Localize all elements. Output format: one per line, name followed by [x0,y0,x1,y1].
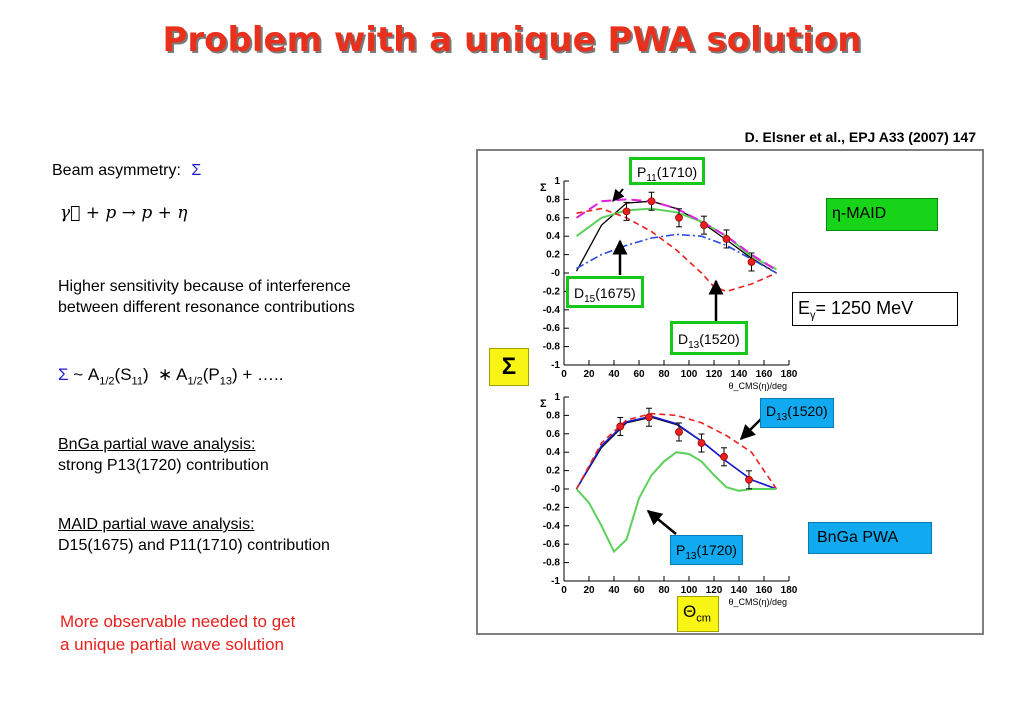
theta-cm-label: $\Theta_{cm}$ [677,596,719,632]
y-tick-label: -0 [551,268,560,279]
y-tick-label: -0.6 [542,539,560,551]
p13-arrow [648,511,676,534]
y-tick-label: 0.2 [546,249,560,261]
d13-bottom-label: $D_{13}(1520)$ [760,398,834,428]
x-tick-label: 20 [583,585,595,596]
d13-bottom-arrow [741,419,761,439]
y-tick-label: -0.2 [542,286,560,298]
y-axis-label: Σ [540,182,547,194]
y-tick-label: 1 [554,176,560,187]
data-point [623,208,630,215]
reference-citation: D. Elsner et al., EPJ A33 (2007) 147 [744,129,976,145]
y-tick-label: 0.6 [546,212,560,224]
eta-maid-label: η-MAID [826,198,938,231]
y-tick-label: -0.4 [542,304,560,316]
d15-label: $D_{15}(1675)$ [566,276,644,308]
y-tick-label: -0.6 [542,323,560,335]
sensitivity-line-1: Higher sensitivity because of interference [58,278,351,295]
beam-asymmetry-line [52,160,201,181]
x-tick-label: 160 [755,585,773,596]
x-tick-label: 100 [680,369,698,380]
page-title: Problem with a unique PWA solution [162,20,862,60]
x-tick-label: 60 [633,369,645,380]
conclusion-line-2: a unique partial wave solution [60,635,284,654]
data-point [676,214,683,221]
bnga-pwa-label: BnGa PWA [808,522,932,554]
x-axis-label: θ_CMS(η)/deg [728,597,787,607]
formula-tail: + ….. [242,365,284,384]
x-tick-label: 60 [633,585,645,596]
y-tick-label: 1 [554,392,560,403]
x-tick-label: 40 [608,585,620,596]
sigma-symbol: Σ [191,162,202,179]
x-tick-label: 80 [658,369,670,380]
maid-text: D15(1675) and P11(1710) contribution [58,537,330,554]
conclusion-line-1: More observable needed to get [60,612,296,631]
data-point [746,476,753,483]
x-tick-label: 20 [583,369,595,380]
p11-label: $P_{11}(1710)$ [629,157,705,185]
x-tick-label: 0 [561,585,567,596]
reaction-equation: γ⃗ + p → p + η [60,203,188,223]
data-point [723,235,730,242]
data-point [676,428,683,435]
energy-label: $E_\gamma= 1250$ MeV [792,292,958,326]
y-tick-label: 0.4 [546,231,560,243]
formula-sigma: Σ [58,365,69,384]
x-tick-label: 180 [780,585,798,596]
x-tick-label: 100 [680,585,698,596]
data-point [698,440,705,447]
x-tick-label: 140 [730,369,748,380]
series-line-blue-dashdot [577,234,777,273]
y-tick-label: -0.4 [542,520,560,532]
y-axis-label: Σ [540,398,547,410]
data-point [646,414,653,421]
x-tick-label: 0 [561,369,567,380]
data-point [721,453,728,460]
x-tick-label: 80 [658,585,670,596]
beam-asymmetry-label: Beam asymmetry: [52,162,181,179]
conclusion-note [60,610,295,656]
data-point [748,258,755,265]
y-tick-label: -0.8 [542,557,560,569]
bnga-heading: BnGa partial wave analysis: [58,436,256,453]
data-point [701,222,708,229]
y-tick-label: 0.8 [546,410,560,422]
y-tick-label: -1 [551,576,560,587]
y-tick-label: 0.8 [546,194,560,206]
y-tick-label: -1 [551,360,560,371]
x-axis-label: θ_CMS(η)/deg [728,381,787,391]
maid-heading: MAID partial wave analysis: [58,516,255,533]
y-tick-label: -0 [551,484,560,495]
y-tick-label: -0.2 [542,502,560,514]
data-point [617,423,624,430]
x-tick-label: 140 [730,585,748,596]
amplitude-formula: Σ ~ $A_{1/2}(S_{11})$ ∗ $A_{1/2}(P_{13})$ + ….. [58,365,284,388]
sensitivity-line-2: between different resonance contributions [58,299,355,316]
y-tick-label: 0.2 [546,465,560,477]
d13-top-label: $D_{13}(1520)$ [670,321,748,355]
sigma-axis-label: Σ [489,348,529,386]
bnga-note [58,434,269,476]
x-tick-label: 180 [780,369,798,380]
y-tick-label: 0.4 [546,447,560,459]
x-tick-label: 120 [705,369,723,380]
x-tick-label: 120 [705,585,723,596]
sensitivity-note [58,276,355,318]
x-tick-label: 40 [608,369,620,380]
maid-note [58,514,330,556]
p13-label: $P_{13}(1720)$ [670,535,743,565]
data-point [648,198,655,205]
y-tick-label: -0.8 [542,341,560,353]
x-tick-label: 160 [755,369,773,380]
bnga-text: strong P13(1720) contribution [58,457,269,474]
y-tick-label: 0.6 [546,428,560,440]
